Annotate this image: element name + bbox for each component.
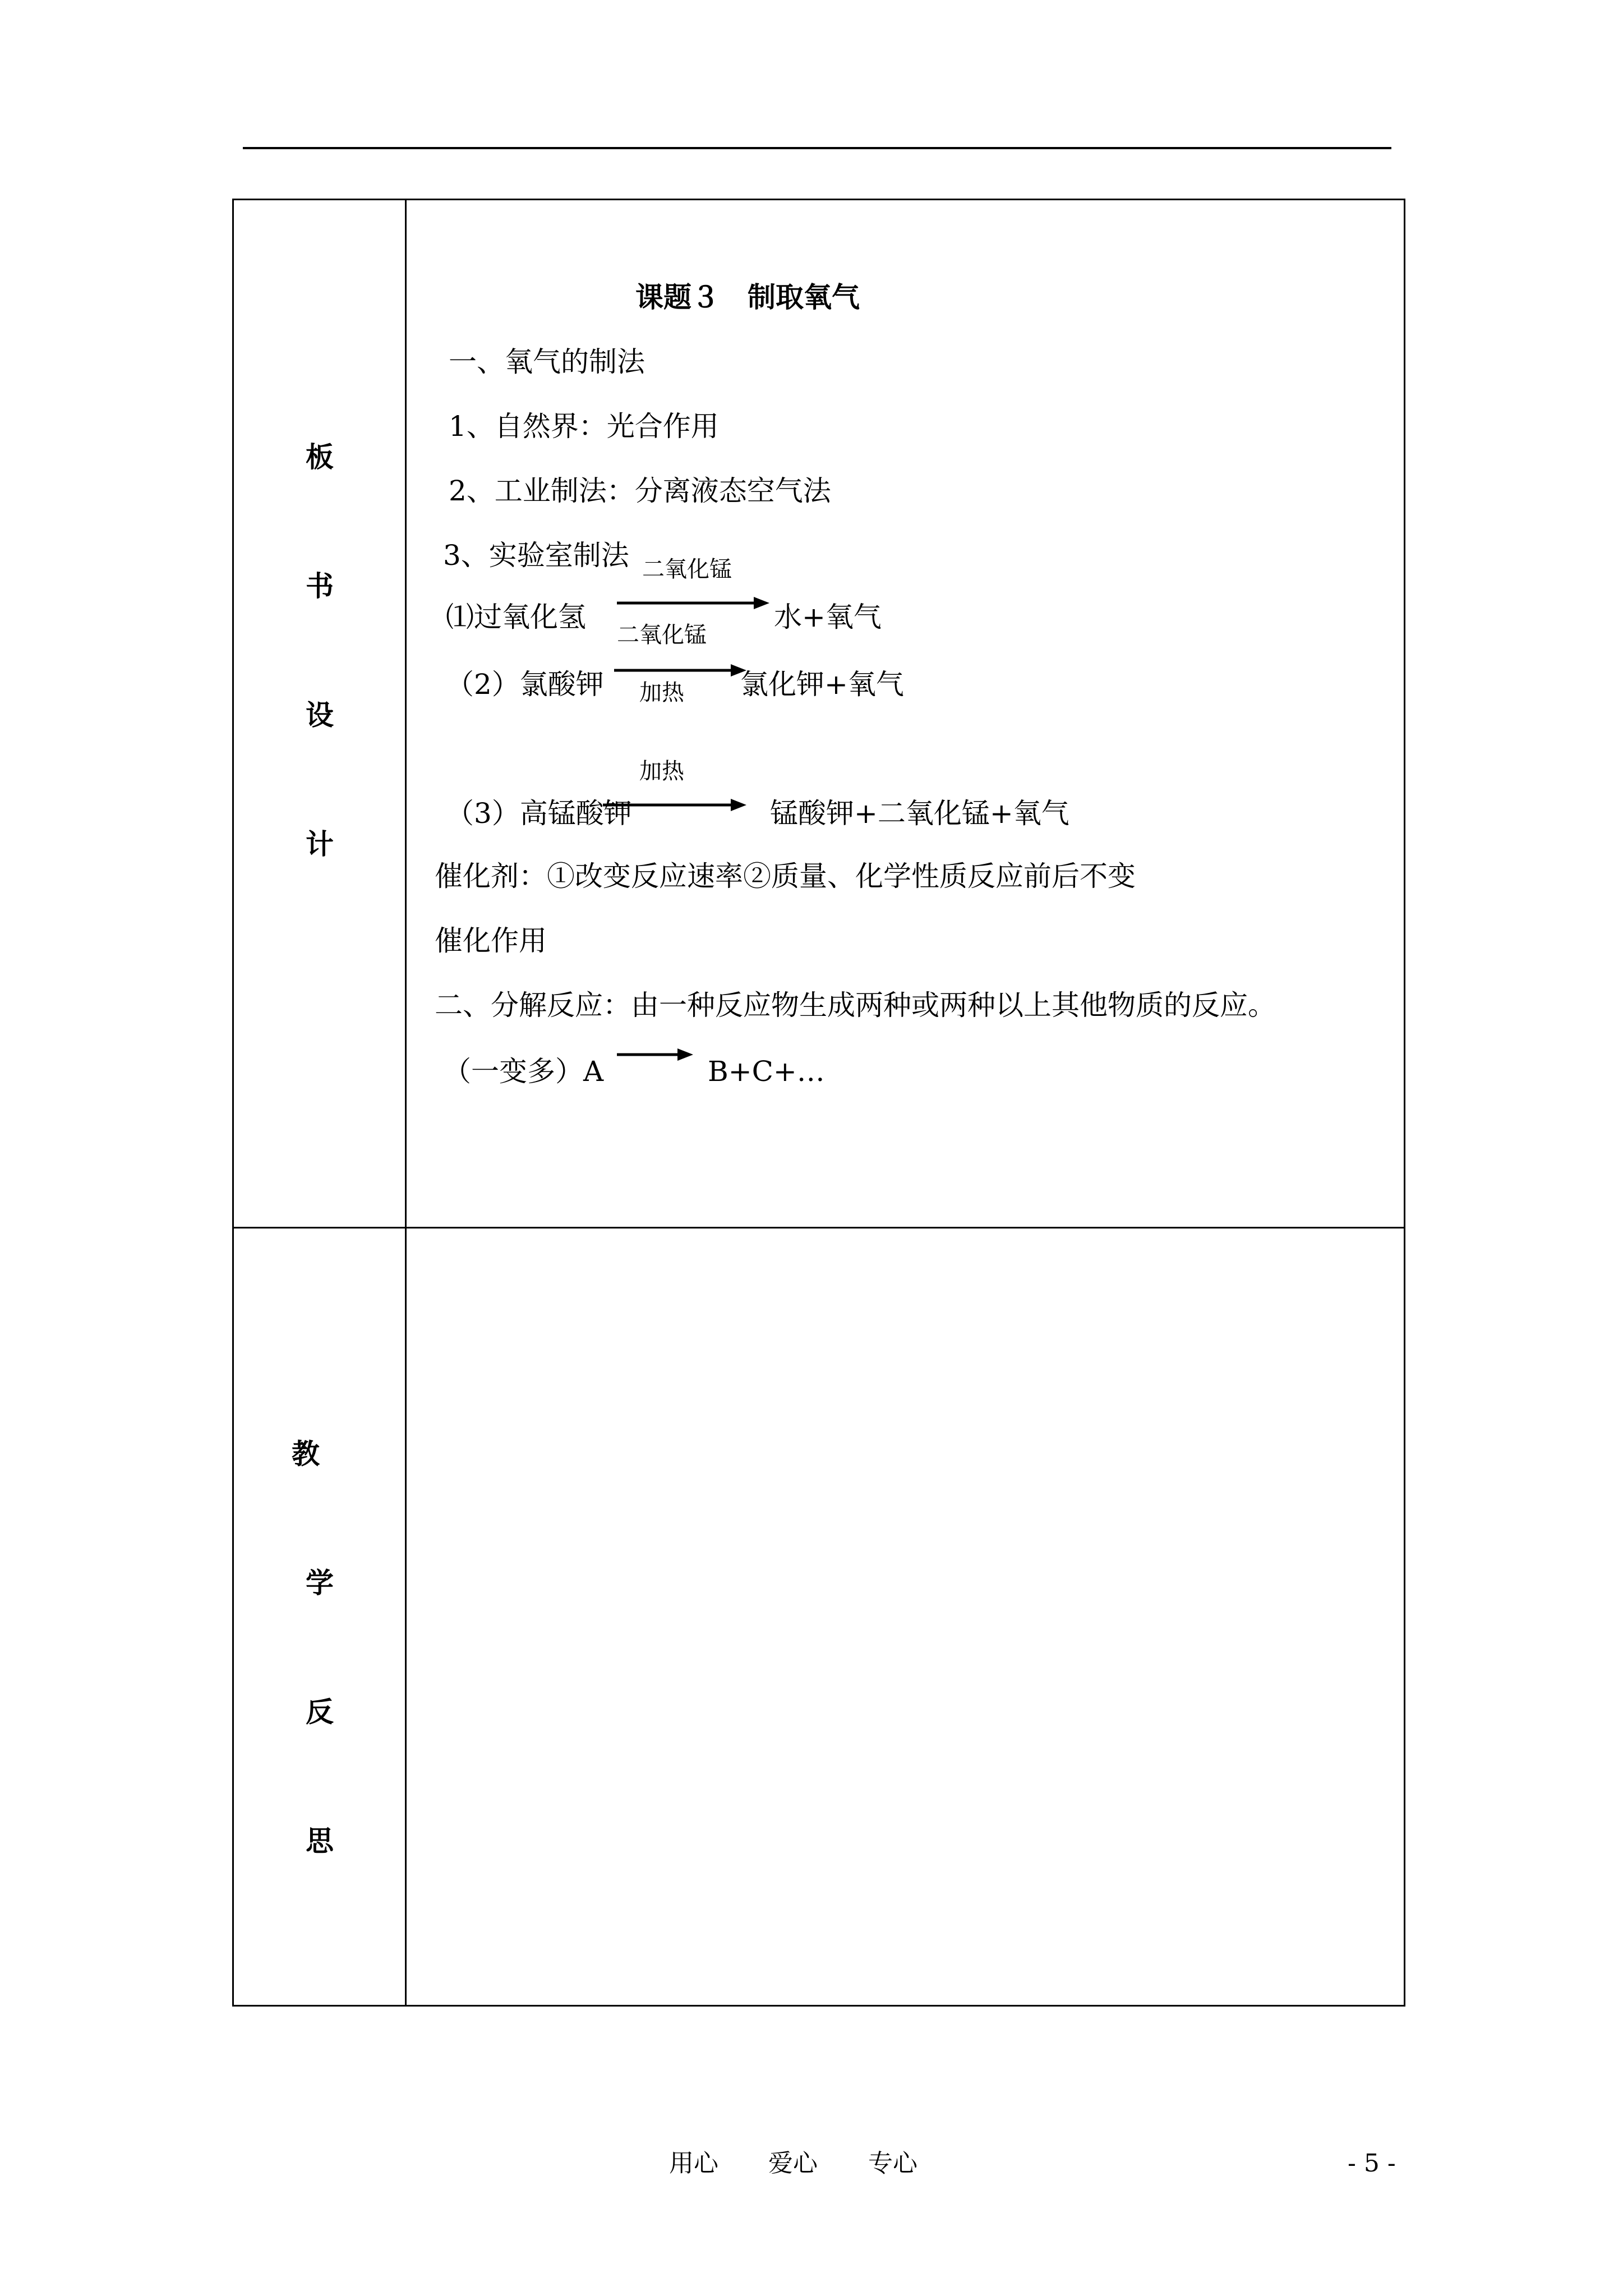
reaction-product: 氯化钾+氧气 [740,668,904,701]
list-item: 3、实验室制法 [443,539,629,572]
reaction-condition: 二氧化锰 [617,622,707,648]
label-char: 书 [306,570,334,602]
label-char: 反 [306,1696,334,1728]
reaction-product: 水+氧气 [774,601,882,633]
label-char: 板 [306,441,334,473]
lesson-title: 课题３ 制取氧气 [635,281,860,314]
header-rule [243,147,1391,149]
footer-motto: 用心 [669,2149,718,2178]
reaction-arrow-icon [617,595,771,611]
reaction-reactant: （3）高锰酸钾 [446,797,632,830]
reaction-reactant: （一变多）A [443,1055,604,1088]
reaction-condition: 二氧化锰 [642,556,732,582]
label-char: 计 [306,828,334,861]
reaction-reactant: ⑴过氧化氢 [446,601,586,633]
reaction-product: B+C+… [708,1055,825,1088]
catalysis-term: 催化作用 [435,924,547,957]
label-char: 学 [306,1567,334,1599]
teaching-reflection-content [407,1228,1404,2005]
label-char: 设 [306,699,334,731]
reaction-arrow-icon [614,662,749,679]
reaction-condition: 加热 [639,758,684,784]
label-char: 思 [306,1825,334,1857]
list-item: 2、工业制法：分离液态空气法 [449,475,831,507]
reaction-condition: 加热 [639,680,684,706]
label-char: 教 [292,1438,320,1470]
footer-motto: 爱心 [768,2149,818,2178]
footer-motto: 专心 [868,2149,917,2178]
reaction-arrow-icon [603,797,749,813]
reaction-reactant: （2）氯酸钾 [446,668,604,701]
decomposition-definition: 二、分解反应：由一种反应物生成两种或两种以上其他物质的反应。 [435,989,1276,1022]
page-number: - 5 - [1348,2149,1396,2178]
reaction-product: 锰酸钾+二氧化锰+氧气 [770,797,1069,830]
section-heading: 一、氧气的制法 [449,346,645,378]
reaction-arrow-icon [617,1046,695,1063]
list-item: 1、自然界：光合作用 [449,410,719,443]
catalyst-definition: 催化剂：①改变反应速率②质量、化学性质反应前后不变 [435,860,1136,892]
